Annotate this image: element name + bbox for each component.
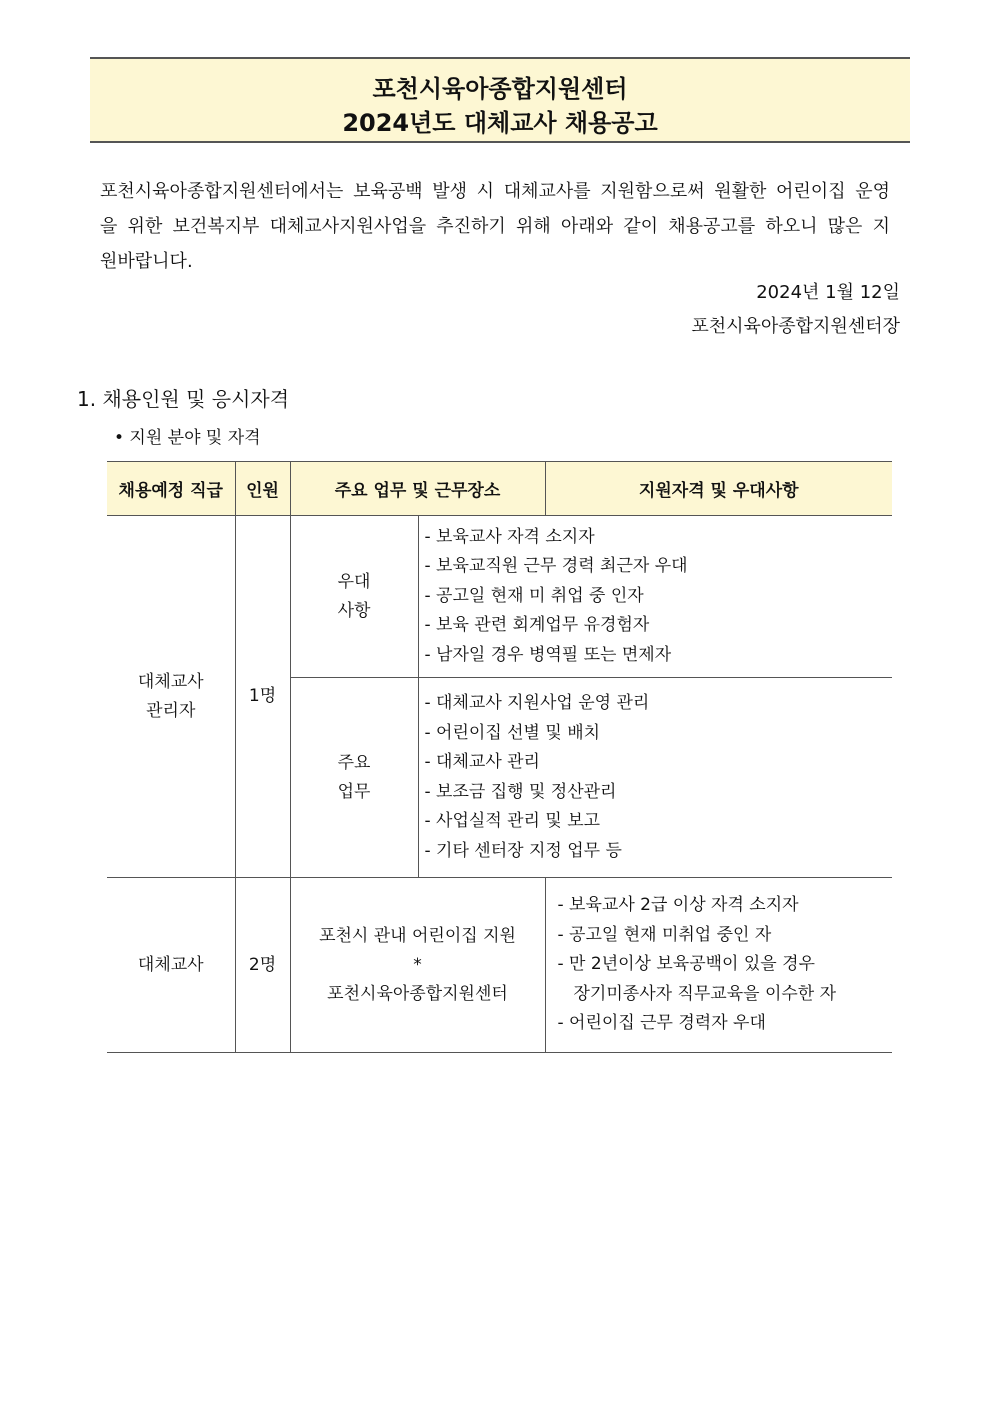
list-item: - 공고일 현재 미취업 중인 자: [558, 921, 893, 951]
page-title: 포천시육아종합지원센터: [372, 75, 628, 103]
intro-text: 포천시육아종합지원센터에서는 보육공백 발생 시 대체교사를 지원함으로써 원활한 어린이집 운영을 위한 보건복지부 대체교사지원사업을 추진하기 위해 아래와 같이 채용공고를 하오니 많은 지원바랍니다.: [100, 181, 890, 272]
list-item: - 만 2년이상 보육공백이 있을 경우: [558, 950, 893, 980]
list-item: - 어린이집 근무 경력자 우대: [558, 1009, 893, 1039]
table-row: [107, 878, 892, 1053]
qualification-cell: [545, 878, 892, 1053]
intro-paragraph: [100, 174, 890, 279]
list-item: - 보육교사 자격 소지자: [425, 523, 893, 553]
place-cell: [290, 878, 545, 1053]
count-cell: 2명: [235, 878, 290, 1053]
count-cell: 1명: [235, 516, 290, 878]
list-item: 장기미종사자 직무교육을 이수한 자: [573, 983, 837, 1004]
duty-list-cell: [418, 678, 892, 878]
title-box: [90, 57, 910, 143]
qualification-list: [546, 885, 893, 1045]
header-position: 채용예정 직급: [107, 462, 235, 516]
list-item: - 보조금 집행 및 정산관리: [425, 778, 893, 808]
place-text: 포천시 관내 어린이집 지원: [319, 925, 516, 946]
place-text: 포천시육아종합지원센터: [327, 983, 508, 1004]
announcement-date: 2024년 1월 12일: [756, 282, 900, 303]
list-item: - 기타 센터장 지정 업무 등: [425, 837, 893, 867]
position-cell: 대체교사: [107, 878, 235, 1053]
place-separator: *: [413, 954, 422, 975]
list-item: - 남자일 경우 병역필 또는 면제자: [425, 641, 893, 671]
section-title: 1. 채용인원 및 응시자격: [77, 387, 290, 411]
signer: 포천시육아종합지원센터장: [691, 316, 900, 337]
preference-list: [419, 517, 893, 677]
preference-label-cell: [290, 516, 418, 678]
position-cell: [107, 516, 235, 878]
list-item: - 보육교직원 근무 경력 최근자 우대: [425, 552, 893, 582]
list-item: - 보육 관련 회계업무 유경험자: [425, 611, 893, 641]
table-row: [107, 516, 892, 678]
sub-label: 사항: [337, 600, 371, 621]
header-count: 인원: [235, 462, 290, 516]
list-item: - 사업실적 관리 및 보고: [425, 807, 893, 837]
sub-label: 주요: [337, 752, 371, 773]
list-item: - 보육교사 2급 이상 자격 소지자: [558, 891, 893, 921]
header-duty: 주요 업무 및 근무장소: [290, 462, 545, 516]
list-item: - 공고일 현재 미 취업 중 인자: [425, 582, 893, 612]
table-header-row: [107, 462, 892, 516]
preference-list-cell: [418, 516, 892, 678]
duty-list: [419, 683, 893, 872]
sub-label: 우대: [337, 571, 371, 592]
position-label: 관리자: [146, 700, 196, 721]
page-subtitle: 2024년도 대체교사 채용공고: [342, 109, 658, 137]
recruitment-table: [107, 461, 892, 1053]
duty-label-cell: [290, 678, 418, 878]
position-label: 대체교사: [137, 671, 204, 692]
list-item: - 대체교사 관리: [425, 748, 893, 778]
list-item: - 어린이집 선별 및 배치: [425, 719, 893, 749]
section-bullet: • 지원 분야 및 자격: [114, 428, 261, 448]
list-item: - 대체교사 지원사업 운영 관리: [425, 689, 893, 719]
sub-label: 업무: [337, 781, 371, 802]
header-qualification: 지원자격 및 우대사항: [545, 462, 892, 516]
